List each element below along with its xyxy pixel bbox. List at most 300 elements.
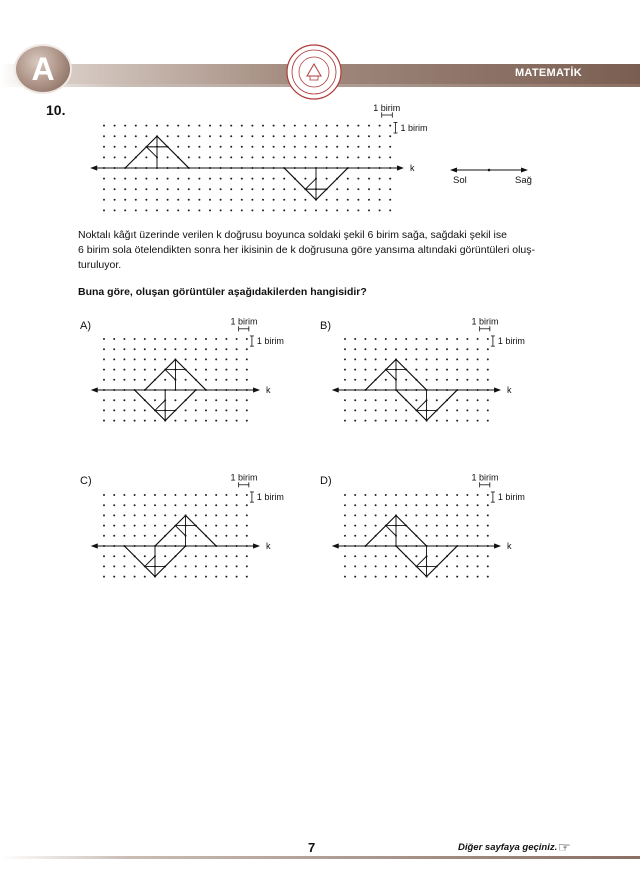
grid-dot bbox=[395, 576, 397, 578]
grid-dot bbox=[456, 358, 458, 360]
grid-dot bbox=[415, 494, 417, 496]
grid-dot bbox=[477, 379, 479, 381]
grid-dot bbox=[466, 348, 468, 350]
grid-dot bbox=[236, 504, 238, 506]
grid-dot bbox=[344, 348, 346, 350]
grid-dot bbox=[123, 348, 125, 350]
grid-dot bbox=[344, 494, 346, 496]
grid-dot bbox=[487, 338, 489, 340]
grid-dot bbox=[436, 494, 438, 496]
grid-dot bbox=[405, 348, 407, 350]
grid-dot bbox=[364, 555, 366, 557]
option-d-label[interactable]: D) bbox=[320, 475, 332, 487]
grid-dot bbox=[103, 565, 105, 567]
grid-dot bbox=[344, 358, 346, 360]
grid-dot bbox=[375, 576, 377, 578]
grid-dot bbox=[225, 514, 227, 516]
grid-dot bbox=[215, 565, 217, 567]
grid-dot bbox=[375, 358, 377, 360]
grid-dot bbox=[385, 379, 387, 381]
grid-dot bbox=[385, 555, 387, 557]
grid-dot bbox=[395, 420, 397, 422]
grid-dot bbox=[354, 379, 356, 381]
grid-dot bbox=[164, 514, 166, 516]
grid-dot bbox=[415, 358, 417, 360]
grid-dot bbox=[134, 409, 136, 411]
grid-dot bbox=[415, 525, 417, 527]
grid-dot bbox=[344, 576, 346, 578]
grid-dot bbox=[205, 555, 207, 557]
grid-dot bbox=[385, 494, 387, 496]
grid-dot bbox=[446, 409, 448, 411]
grid-dot bbox=[134, 504, 136, 506]
grid-dot bbox=[405, 409, 407, 411]
grid-dot bbox=[246, 409, 248, 411]
grid-dot bbox=[246, 369, 248, 371]
booklet-badge: A bbox=[16, 46, 70, 92]
grid-dot bbox=[103, 576, 105, 578]
grid-dot bbox=[364, 565, 366, 567]
grid-dot bbox=[477, 369, 479, 371]
grid-dot bbox=[225, 576, 227, 578]
grid-dot bbox=[205, 494, 207, 496]
grid-dot bbox=[236, 565, 238, 567]
grid-dot bbox=[154, 525, 156, 527]
grid-dot bbox=[426, 535, 428, 537]
grid-dot bbox=[236, 409, 238, 411]
grid-dot bbox=[134, 514, 136, 516]
grid-dot bbox=[174, 494, 176, 496]
grid-dot bbox=[205, 369, 207, 371]
direction-left-label: Sol bbox=[453, 175, 467, 186]
grid-dot bbox=[123, 369, 125, 371]
shape-inner-line bbox=[165, 370, 175, 380]
grid-dot bbox=[134, 525, 136, 527]
grid-dot bbox=[246, 379, 248, 381]
shape-inner-line bbox=[155, 400, 165, 410]
grid-dot bbox=[195, 576, 197, 578]
grid-dot bbox=[415, 504, 417, 506]
grid-dot bbox=[154, 504, 156, 506]
footer-rule bbox=[0, 856, 640, 859]
grid-dot bbox=[205, 338, 207, 340]
grid-dot bbox=[364, 494, 366, 496]
grid-dot bbox=[385, 399, 387, 401]
grid-dot bbox=[113, 494, 115, 496]
grid-dot bbox=[395, 494, 397, 496]
grid-dot bbox=[225, 504, 227, 506]
grid-dot bbox=[134, 494, 136, 496]
k-line-label: k bbox=[266, 385, 271, 395]
grid-dot bbox=[215, 535, 217, 537]
grid-dot bbox=[236, 369, 238, 371]
grid-dot bbox=[456, 576, 458, 578]
grid-dot bbox=[195, 555, 197, 557]
grid-dot bbox=[344, 525, 346, 527]
unit-h-label: 1 birim bbox=[230, 316, 258, 327]
grid-dot bbox=[385, 514, 387, 516]
grid-dot bbox=[426, 379, 428, 381]
option-a-label[interactable]: A) bbox=[80, 320, 91, 332]
grid-dot bbox=[246, 358, 248, 360]
grid-dot bbox=[487, 565, 489, 567]
grid-dot bbox=[164, 379, 166, 381]
grid-dot bbox=[466, 369, 468, 371]
grid-dot bbox=[103, 399, 105, 401]
unit-h-label: 1 birim bbox=[471, 316, 499, 327]
grid-dot bbox=[246, 535, 248, 537]
grid-dot bbox=[477, 514, 479, 516]
grid-dot bbox=[154, 535, 156, 537]
grid-dot bbox=[456, 494, 458, 496]
grid-dot bbox=[215, 379, 217, 381]
grid-dot bbox=[185, 420, 187, 422]
grid-dot bbox=[405, 358, 407, 360]
grid-dot bbox=[375, 409, 377, 411]
grid-dot bbox=[185, 504, 187, 506]
grid-dot bbox=[487, 399, 489, 401]
grid-dot bbox=[426, 358, 428, 360]
grid-dot bbox=[364, 535, 366, 537]
grid-dot bbox=[134, 379, 136, 381]
grid-dot bbox=[436, 420, 438, 422]
grid-dot bbox=[103, 348, 105, 350]
grid-dot bbox=[215, 409, 217, 411]
grid-dot bbox=[385, 576, 387, 578]
grid-dot bbox=[236, 358, 238, 360]
grid-dot bbox=[113, 525, 115, 527]
grid-dot bbox=[134, 399, 136, 401]
grid-dot bbox=[144, 514, 146, 516]
grid-dot bbox=[385, 348, 387, 350]
grid-dot bbox=[487, 576, 489, 578]
k-line-arrow-right bbox=[253, 387, 260, 392]
grid-dot bbox=[174, 565, 176, 567]
grid-dot bbox=[236, 525, 238, 527]
grid-dot bbox=[215, 369, 217, 371]
grid-dot bbox=[103, 514, 105, 516]
grid-dot bbox=[154, 348, 156, 350]
grid-dot bbox=[113, 358, 115, 360]
grid-dot bbox=[415, 555, 417, 557]
grid-dot bbox=[205, 358, 207, 360]
grid-dot bbox=[246, 576, 248, 578]
unit-v-label: 1 birim bbox=[256, 492, 284, 503]
grid-dot bbox=[164, 576, 166, 578]
unit-h-label: 1 birim bbox=[373, 102, 401, 113]
grid-dot bbox=[215, 358, 217, 360]
grid-dot bbox=[364, 358, 366, 360]
direction-right-label: Sağ bbox=[515, 175, 532, 186]
grid-dot bbox=[375, 494, 377, 496]
grid-dot bbox=[236, 555, 238, 557]
grid-dot bbox=[354, 409, 356, 411]
grid-dot bbox=[144, 409, 146, 411]
grid-dot bbox=[134, 369, 136, 371]
grid-dot bbox=[185, 576, 187, 578]
grid-dot bbox=[185, 565, 187, 567]
grid-dot bbox=[236, 576, 238, 578]
grid-dot bbox=[477, 535, 479, 537]
option-c-label[interactable]: C) bbox=[80, 475, 92, 487]
k-line-arrow-left bbox=[91, 543, 98, 548]
grid-dot bbox=[144, 555, 146, 557]
grid-dot bbox=[123, 409, 125, 411]
grid-dot bbox=[195, 358, 197, 360]
k-line-arrow-right bbox=[494, 387, 501, 392]
grid-dot bbox=[364, 504, 366, 506]
grid-dot bbox=[466, 379, 468, 381]
grid-dot bbox=[144, 348, 146, 350]
subject-title: MATEMATİK bbox=[514, 67, 582, 79]
grid-dot bbox=[466, 535, 468, 537]
grid-dot bbox=[195, 409, 197, 411]
grid-dot bbox=[144, 504, 146, 506]
k-line-arrow-left bbox=[91, 387, 98, 392]
shape-inner-line bbox=[416, 556, 426, 566]
grid-dot bbox=[456, 338, 458, 340]
grid-dot bbox=[466, 576, 468, 578]
grid-dot bbox=[164, 348, 166, 350]
grid-dot bbox=[123, 504, 125, 506]
grid-dot bbox=[395, 504, 397, 506]
grid-dot bbox=[395, 399, 397, 401]
grid-dot bbox=[123, 358, 125, 360]
grid-dot bbox=[225, 565, 227, 567]
grid-dot bbox=[436, 379, 438, 381]
grid-dot bbox=[405, 420, 407, 422]
grid-dot bbox=[195, 504, 197, 506]
grid-dot bbox=[446, 420, 448, 422]
grid-dot bbox=[246, 504, 248, 506]
grid-dot bbox=[123, 565, 125, 567]
grid-dot bbox=[215, 525, 217, 527]
grid-dot bbox=[113, 348, 115, 350]
grid-dot bbox=[195, 494, 197, 496]
grid-dot bbox=[354, 576, 356, 578]
k-line-label: k bbox=[507, 385, 512, 395]
grid-dot bbox=[225, 494, 227, 496]
grid-dot bbox=[246, 565, 248, 567]
shape-inner-line bbox=[175, 526, 185, 536]
grid-dot bbox=[426, 494, 428, 496]
grid-dot bbox=[174, 338, 176, 340]
grid-dot bbox=[466, 565, 468, 567]
grid-dot bbox=[113, 504, 115, 506]
grid-dot bbox=[364, 369, 366, 371]
grid-dot bbox=[446, 338, 448, 340]
grid-dot bbox=[185, 338, 187, 340]
grid-dot bbox=[395, 348, 397, 350]
grid-dot bbox=[364, 348, 366, 350]
grid-dot bbox=[415, 420, 417, 422]
grid-dot bbox=[405, 379, 407, 381]
grid-dot bbox=[426, 504, 428, 506]
grid-dot bbox=[456, 399, 458, 401]
grid-dot bbox=[205, 576, 207, 578]
grid-dot bbox=[405, 338, 407, 340]
grid-dot bbox=[364, 338, 366, 340]
grid-dot bbox=[436, 358, 438, 360]
grid-dot bbox=[446, 535, 448, 537]
grid-dot bbox=[456, 420, 458, 422]
grid-dot bbox=[134, 348, 136, 350]
question-text-line: Noktalı kâğıt üzerinde verilen k doğrusu boyunca soldaki şekil 6 birim sağa, sağdaki şekil ise bbox=[78, 229, 507, 241]
k-line-arrow-left bbox=[332, 543, 339, 548]
grid-dot bbox=[103, 409, 105, 411]
grid-dot bbox=[246, 338, 248, 340]
grid-dot bbox=[436, 576, 438, 578]
grid-dot bbox=[154, 420, 156, 422]
grid-dot bbox=[456, 369, 458, 371]
grid-dot bbox=[215, 504, 217, 506]
grid-dot bbox=[446, 358, 448, 360]
grid-dot bbox=[477, 576, 479, 578]
grid-dot bbox=[185, 379, 187, 381]
grid-dot bbox=[144, 358, 146, 360]
grid-dot bbox=[144, 576, 146, 578]
grid-dot bbox=[174, 514, 176, 516]
grid-dot bbox=[466, 514, 468, 516]
grid-dot bbox=[487, 409, 489, 411]
grid-dot bbox=[354, 420, 356, 422]
grid-dot bbox=[236, 348, 238, 350]
grid-dot bbox=[164, 338, 166, 340]
grid-dot bbox=[364, 399, 366, 401]
grid-dot bbox=[164, 358, 166, 360]
k-line-arrow-left bbox=[332, 387, 339, 392]
grid-dot bbox=[246, 514, 248, 516]
grid-dot bbox=[174, 504, 176, 506]
grid-dot bbox=[364, 514, 366, 516]
grid-dot bbox=[415, 369, 417, 371]
grid-dot bbox=[456, 535, 458, 537]
grid-dot bbox=[466, 399, 468, 401]
grid-dot bbox=[364, 420, 366, 422]
grid-dot bbox=[103, 504, 105, 506]
grid-dot bbox=[354, 525, 356, 527]
page-number: 7 bbox=[308, 840, 316, 855]
grid-dot bbox=[375, 348, 377, 350]
grid-dot bbox=[195, 399, 197, 401]
grid-dot bbox=[477, 338, 479, 340]
grid-dot bbox=[415, 399, 417, 401]
grid-dot bbox=[205, 525, 207, 527]
grid-dot bbox=[466, 494, 468, 496]
grid-dot bbox=[385, 535, 387, 537]
grid-dot bbox=[164, 555, 166, 557]
grid-dot bbox=[487, 358, 489, 360]
grid-dot bbox=[466, 504, 468, 506]
grid-dot bbox=[225, 399, 227, 401]
grid-dot bbox=[405, 494, 407, 496]
grid-dot bbox=[154, 514, 156, 516]
grid-dot bbox=[205, 399, 207, 401]
grid-dot bbox=[375, 420, 377, 422]
grid-dot bbox=[205, 409, 207, 411]
grid-dot bbox=[477, 409, 479, 411]
grid-dot bbox=[487, 420, 489, 422]
grid-dot bbox=[205, 504, 207, 506]
grid-dot bbox=[354, 504, 356, 506]
grid-dot bbox=[225, 338, 227, 340]
grid-dot bbox=[415, 514, 417, 516]
grid-dot bbox=[113, 565, 115, 567]
grid-dot bbox=[375, 369, 377, 371]
option-b-label[interactable]: B) bbox=[320, 320, 331, 332]
grid-dot bbox=[215, 555, 217, 557]
grid-dot bbox=[236, 338, 238, 340]
grid-dot bbox=[185, 409, 187, 411]
grid-dot bbox=[487, 494, 489, 496]
grid-dot bbox=[144, 338, 146, 340]
grid-dot bbox=[134, 535, 136, 537]
grid-dot bbox=[103, 494, 105, 496]
grid-dot bbox=[354, 358, 356, 360]
grid-dot bbox=[487, 525, 489, 527]
grid-dot bbox=[426, 369, 428, 371]
grid-dot bbox=[405, 565, 407, 567]
grid-dot bbox=[123, 525, 125, 527]
grid-dot bbox=[103, 525, 105, 527]
grid-dot bbox=[225, 555, 227, 557]
grid-dot bbox=[123, 494, 125, 496]
grid-dot bbox=[385, 358, 387, 360]
grid-dot bbox=[225, 369, 227, 371]
grid-dot bbox=[477, 358, 479, 360]
unit-v-label: 1 birim bbox=[400, 122, 428, 133]
grid-dot bbox=[446, 504, 448, 506]
grid-dot bbox=[154, 338, 156, 340]
grid-dot bbox=[487, 379, 489, 381]
unit-v-label: 1 birim bbox=[256, 336, 284, 347]
grid-dot bbox=[354, 399, 356, 401]
grid-dot bbox=[134, 358, 136, 360]
grid-dot bbox=[477, 420, 479, 422]
grid-dot bbox=[103, 535, 105, 537]
question-number: 10. bbox=[46, 102, 66, 118]
grid-dot bbox=[477, 565, 479, 567]
grid-dot bbox=[144, 535, 146, 537]
grid-dot bbox=[446, 379, 448, 381]
grid-dot bbox=[236, 420, 238, 422]
grid-dot bbox=[364, 576, 366, 578]
grid-dot bbox=[354, 514, 356, 516]
grid-dot bbox=[344, 504, 346, 506]
grid-dot bbox=[344, 338, 346, 340]
grid-dot bbox=[415, 348, 417, 350]
grid-dot bbox=[113, 369, 115, 371]
grid-dot bbox=[103, 338, 105, 340]
grid-dot bbox=[236, 494, 238, 496]
grid-dot bbox=[144, 525, 146, 527]
grid-dot bbox=[123, 379, 125, 381]
grid-dot bbox=[487, 348, 489, 350]
unit-v-label: 1 birim bbox=[497, 336, 525, 347]
grid-dot bbox=[426, 525, 428, 527]
unit-v-label: 1 birim bbox=[497, 492, 525, 503]
grid-dot bbox=[236, 399, 238, 401]
grid-dot bbox=[215, 338, 217, 340]
grid-dot bbox=[426, 338, 428, 340]
grid-dot bbox=[344, 369, 346, 371]
k-line-label: k bbox=[266, 541, 271, 551]
grid-dot bbox=[354, 555, 356, 557]
grid-dot bbox=[205, 348, 207, 350]
grid-dot bbox=[436, 338, 438, 340]
grid-dot bbox=[436, 525, 438, 527]
grid-dot bbox=[375, 338, 377, 340]
